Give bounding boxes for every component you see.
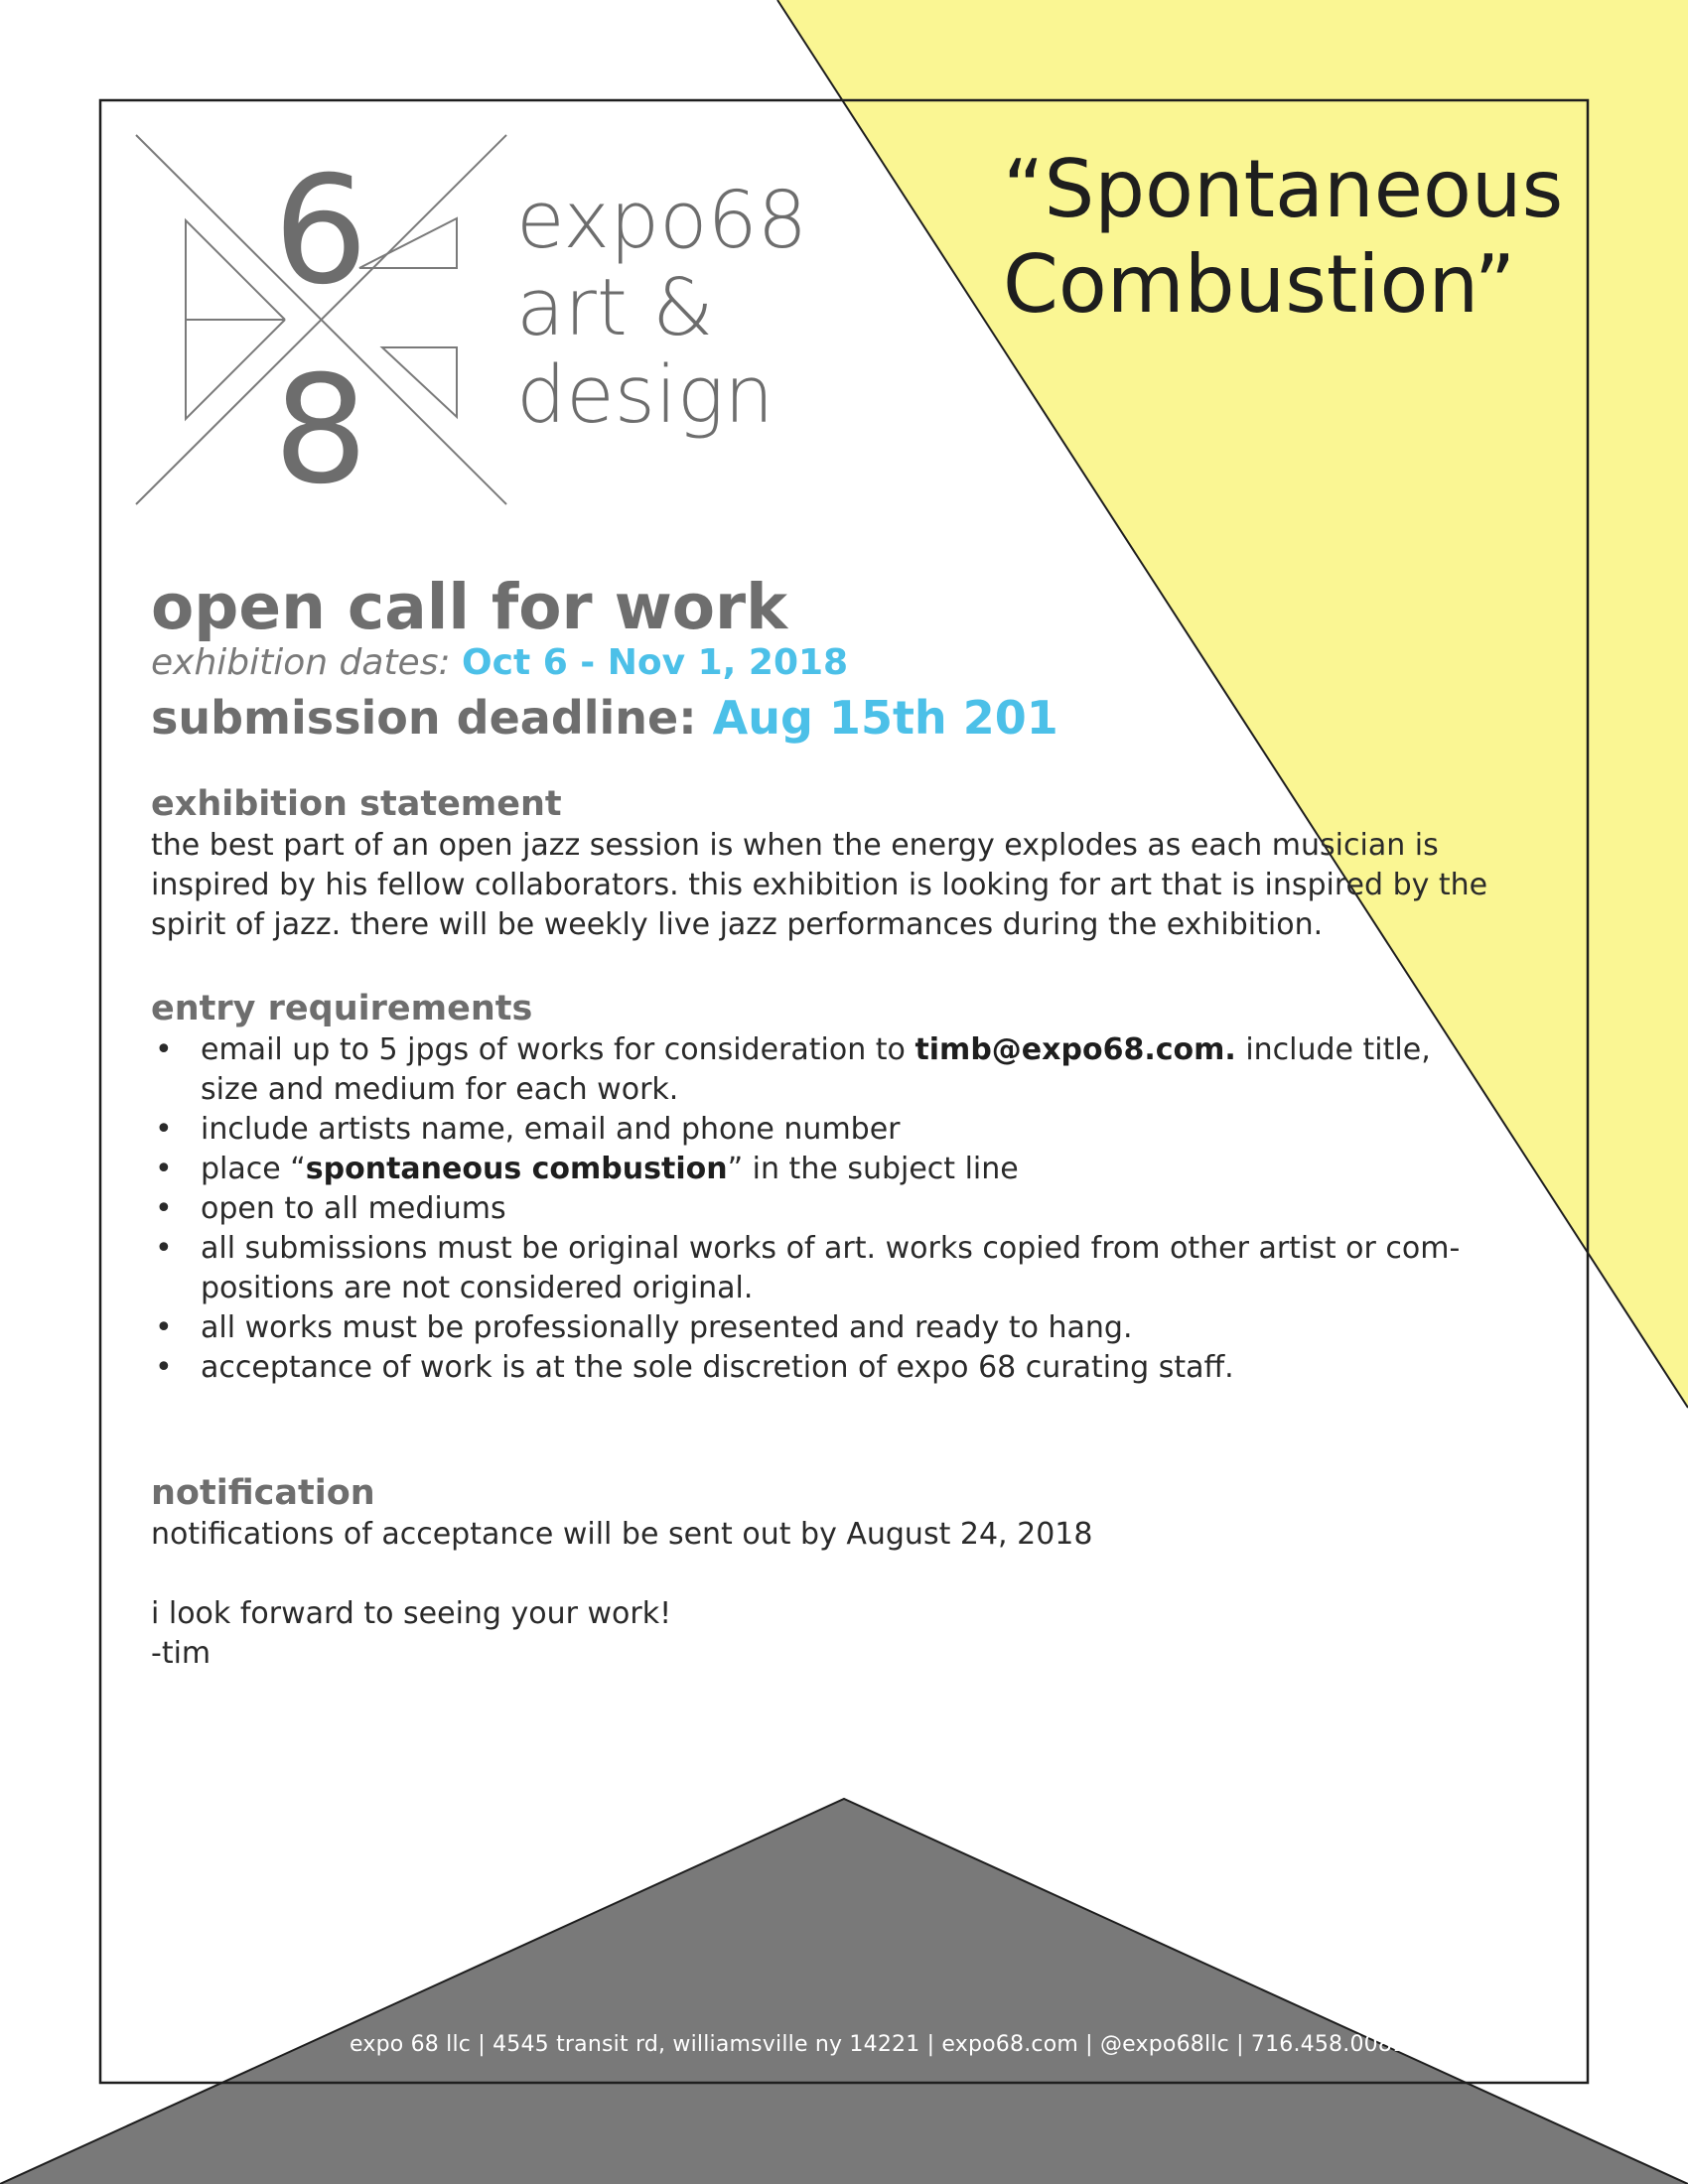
page-title: open call for work: [151, 571, 788, 643]
headline-line-2: Combustion”: [1003, 238, 1516, 331]
list-item: [151, 1348, 1561, 1388]
req-text: positions are not considered original.: [201, 1271, 754, 1305]
req-text: include artists name, email and phone number: [201, 1112, 901, 1147]
submission-deadline-label: submission deadline:: [151, 691, 713, 745]
list-item: [151, 1308, 1561, 1348]
req-text: open to all mediums: [201, 1191, 506, 1226]
exhibition-statement-body: [151, 826, 1487, 945]
headline-line-1: “Spontaneous: [1003, 143, 1564, 235]
req-text: include title,: [1235, 1032, 1431, 1067]
logo-wordmark: [516, 177, 807, 439]
logo-line-3: design: [516, 349, 774, 441]
submission-deadline: [151, 687, 1058, 749]
signature: -tim: [151, 1636, 211, 1671]
exhibition-dates: [151, 639, 848, 687]
statement-line: spirit of jazz. there will be weekly live jazz performances during the exhibition.: [151, 907, 1324, 942]
closing-line: i look forward to seeing your work!: [151, 1596, 672, 1631]
entry-requirements-list: [151, 1030, 1561, 1388]
req-text: all works must be professionally presented and ready to hang.: [201, 1310, 1133, 1345]
req-text: size and medium for each work.: [201, 1072, 679, 1107]
req-text: acceptance of work is at the sole discretion of expo 68 curating staff.: [201, 1350, 1234, 1385]
list-item: [151, 1150, 1561, 1189]
req-text: all submissions must be original works of art. works copied from other artist or com-: [201, 1231, 1461, 1266]
notification-text: notifications of acceptance will be sent out by August 24, 2018: [151, 1517, 1093, 1552]
req-text: place “: [201, 1152, 306, 1186]
statement-line: inspired by his fellow collaborators. this exhibition is looking for art that is inspired by the: [151, 868, 1488, 902]
notification-heading: notification: [151, 1473, 375, 1513]
submission-deadline-value: Aug 15th 201: [712, 691, 1058, 745]
logo-digit-8: 8: [273, 344, 368, 517]
contact-email: timb@expo68.com.: [914, 1032, 1236, 1067]
logo-line-1: expo68: [516, 175, 807, 266]
subject-line-phrase: spontaneous combustion: [305, 1152, 728, 1186]
list-item: [151, 1110, 1561, 1150]
closing-note: [151, 1594, 671, 1674]
footer-contact: expo 68 llc | 4545 transit rd, williamsville ny 14221 | expo68.com | @expo68llc | 716.458.0081: [350, 2032, 1407, 2057]
exhibition-dates-value: Oct 6 - Nov 1, 2018: [462, 642, 849, 683]
req-text: email up to 5 jpgs of works for consideration to: [201, 1032, 915, 1067]
exhibition-headline: [1003, 142, 1563, 333]
logo-digit-6: 6: [273, 145, 368, 318]
req-text: ” in the subject line: [727, 1152, 1019, 1186]
notification-body: [151, 1515, 1092, 1555]
logo-line-2: art &: [516, 262, 714, 353]
list-item: [151, 1229, 1561, 1308]
statement-line: the best part of an open jazz session is when the energy explodes as each musician is: [151, 828, 1439, 863]
exhibition-statement-heading: exhibition statement: [151, 784, 562, 824]
list-item: [151, 1189, 1561, 1229]
exhibition-dates-label: exhibition dates:: [151, 642, 463, 683]
entry-requirements-heading: entry requirements: [151, 989, 533, 1028]
list-item: [151, 1030, 1561, 1110]
